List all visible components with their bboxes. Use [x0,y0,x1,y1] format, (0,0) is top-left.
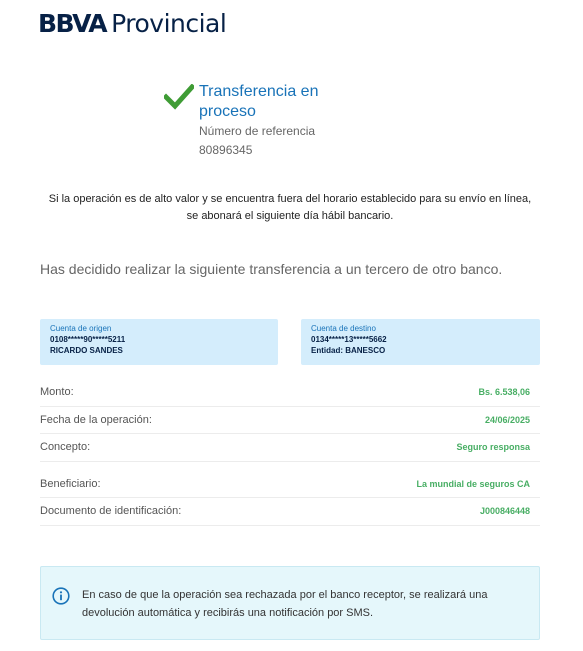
origin-account-number: 0108*****90*****5211 [50,335,126,344]
origin-account-label: Cuenta de origen [50,324,112,333]
transfer-details [40,379,540,526]
destination-account-card [301,319,540,365]
bbva-provincial-logo [38,9,226,39]
info-line-2: devolución automática y recibirás una notificación por SMS. [82,607,374,619]
date-value: 24/06/2025 [484,414,530,425]
reference-label: Número de referencia [199,124,316,138]
origin-account-holder: RICARDO SANDES [50,346,123,355]
destination-account-number: 0134*****13*****5662 [311,335,387,344]
notice-line-1: Si la operación es de alto valor y se encuentra fuera del horario establecido para su envío en línea, [48,193,532,205]
refund-info-box [40,566,540,640]
logo-provincial-text: Provincial [111,9,227,38]
concept-label: Concepto: [40,441,91,454]
schedule-notice [20,191,560,225]
destination-account-label: Cuenta de destino [311,324,376,333]
origin-account-card [40,319,278,365]
beneficiary-label: Beneficiario: [40,477,101,490]
info-icon [52,587,70,605]
checkmark-icon [164,84,194,110]
amount-value: Bs. 6.538,06 [478,387,530,398]
amount-label: Monto: [40,386,74,399]
id-document-label: Documento de identificación: [40,505,182,518]
destination-bank-entity: Entidad: BANESCO [311,346,386,355]
detail-row-amount [40,379,540,407]
beneficiary-value: La mundial de seguros CA [416,478,530,489]
reference-number: 80896345 [199,143,253,157]
refund-info-text [82,586,522,622]
info-line-1: En caso de que la operación sea rechazada por el banco receptor, se realizará una [82,589,488,601]
status-title: Transferencia en proceso [199,83,319,120]
detail-row-concept [40,434,540,462]
id-document-value: J000846448 [479,506,530,517]
logo-bbva-text: BBVA [38,9,107,38]
notice-line-2: se abonará el siguiente día hábil bancario. [186,210,394,222]
detail-row-id-document [40,498,540,526]
date-label: Fecha de la operación: [40,413,152,426]
detail-row-date [40,407,540,435]
detail-row-beneficiary [40,471,540,499]
transfer-intro: Has decidido realizar la siguiente transferencia a un tercero de otro banco. [40,261,503,277]
concept-value: Seguro responsa [456,442,530,453]
